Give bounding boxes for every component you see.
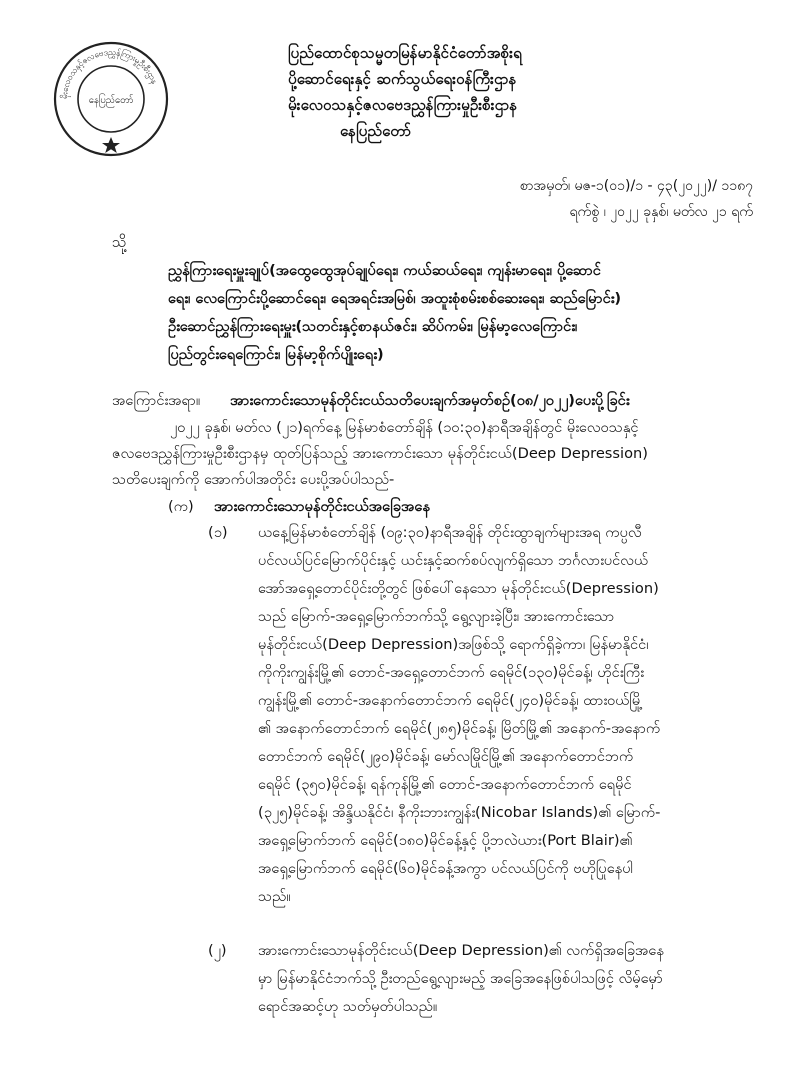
paragraph-line: တောင်ဘက် ရေမိုင်(၂၉၀)မိုင်ခန့်၊ မော်လမြိုင်မြို့၏ အနောက်တောင်ဘက် bbox=[258, 748, 634, 765]
paragraph-line: ပင်လယ်ပြင်မြောက်ပိုင်းနှင့် ယင်းနှင့်ဆက်စပ်လျက်ရှိသော ဘင်္ဂလားပင်လယ် bbox=[258, 552, 649, 569]
paragraph-line: ကိုကိုးကျွန်းမြို့၏ တောင်-အရှေ့တောင်ဘက် ရေမိုင်(၁၃၀)မိုင်ခန့်၊ ဟိုင်းကြီး bbox=[258, 664, 644, 681]
reference-date: ရက်စွဲ ၊ ၂၀၂၂ ခုနှစ်၊ မတ်လ ၂၁ ရက် bbox=[569, 204, 753, 220]
header-ministry: ပို့ဆောင်ရေးနှင့် ဆက်သွယ်ရေးဝန်ကြီးဌာန bbox=[288, 70, 517, 88]
star-icon bbox=[102, 137, 120, 153]
addressee-line: ရေး၊ လေကြောင်းပို့ဆောင်ရေး၊ ရေအရင်းအမြစ်၊ အထူးစုံစမ်းစစ်ဆေးရေး၊ ဆည်မြောင်း) bbox=[168, 290, 622, 307]
paragraph-line: အရှေ့မြောက်ဘက် ရေမိုင်(၆၀)မိုင်ခန့်အကွာ ပင်လယ်ပြင်ကို ဗဟိုပြုနေပါ bbox=[258, 860, 634, 877]
paragraph-line: ရေမိုင် (၃၅၀)မိုင်ခန့်၊ ရန်ကုန်မြို့၏ တောင်-အနောက်တောင်ဘက် ရေမိုင် bbox=[258, 776, 632, 793]
subject-text: အားကောင်းသောမုန်တိုင်းငယ်သတိပေးချက်အမှတ်စဉ်(၀၈/၂၀၂၂)ပေးပို့ခြင်း bbox=[230, 392, 630, 409]
seal-center-text: နေပြည်တော် bbox=[88, 95, 134, 106]
section-title: အားကောင်းသောမုန်တိုင်းငယ်အခြေအနေ bbox=[214, 498, 430, 515]
paragraph-line: အရှေ့မြောက်ဘက် ရေမိုင်(၁၈၀)မိုင်ခန့်နှင့် ပို့ဘလဲယား(Port Blair)၏ bbox=[258, 832, 633, 849]
section-marker: (က) bbox=[168, 498, 194, 515]
addressee-line: ညွှန်ကြားရေးမှူးချုပ်(အထွေထွေအုပ်ချုပ်ရေး၊ ကယ်ဆယ်ရေး၊ ကျန်းမာရေး၊ ပို့ဆောင် bbox=[168, 262, 601, 279]
header-government: ပြည်ထောင်စုသမ္မတမြန်မာနိုင်ငံတော်အစိုးရ bbox=[288, 44, 522, 62]
paragraph-line: အားကောင်းသောမုန်တိုင်းငယ်(Deep Depression)၏ လက်ရှိအခြေအနေ bbox=[258, 942, 664, 959]
intro-line: သတိပေးချက်ကို အောက်ပါအတိုင်း ပေးပို့အပ်ပါသည်- bbox=[112, 471, 395, 488]
seal-ring-text: မိုးလေဝသနှင့်ဇလဗေဒညွှန်ကြားမှုဦးစီးဌာန bbox=[58, 46, 161, 100]
paragraph-line: သည် မြောက်-အရှေ့မြောက်ဘက်သို့ ရွေ့လျားခဲ့ပြီး၊ အားကောင်းသော bbox=[258, 608, 615, 625]
paragraph-line: ရောင်အဆင့်ဟု သတ်မှတ်ပါသည်။ bbox=[258, 998, 438, 1015]
header-city: နေပြည်တော် bbox=[340, 122, 412, 140]
paragraph-number: (၂) bbox=[208, 942, 227, 959]
paragraph-number: (၁) bbox=[208, 524, 228, 541]
paragraph-line: သည်။ bbox=[258, 888, 291, 905]
paragraph-line: မှာ မြန်မာနိုင်ငံဘက်သို့ ဦးတည်ရွေ့လျားမည့် အခြေအနေဖြစ်ပါသဖြင့် လိမ့်မှော် bbox=[258, 970, 663, 987]
paragraph-line: မုန်တိုင်းငယ်(Deep Depression)အဖြစ်သို့ ရောက်ရှိခဲ့ကာ၊ မြန်မာနိုင်ငံ၊ bbox=[258, 636, 649, 653]
subject-label: အကြောင်းအရာ။ bbox=[112, 392, 201, 409]
paragraph-line: ကျွန်းမြို့၏ တောင်-အနောက်တောင်ဘက် ရေမိုင်(၂၄၀)မိုင်ခန့်၊ ထားဝယ်မြို့ bbox=[258, 692, 643, 709]
intro-line: ဇလဗေဒညွှန်ကြားမှုဦးစီးဌာနမှ ထုတ်ပြန်သည့် အားကောင်းသော မုန်တိုင်းငယ်(Deep Depression) bbox=[112, 445, 648, 462]
to-label: သို့ bbox=[112, 233, 127, 251]
addressee-line: ပြည်တွင်းရေကြောင်း၊ မြန်မာ့စိုက်ပျိုးရေး) bbox=[168, 346, 384, 363]
header-department: မိုးလေဝသနှင့်ဇလဗေဒညွှန်ကြားမှုဦးစီးဌာန bbox=[288, 96, 518, 114]
department-seal bbox=[52, 40, 170, 158]
intro-line: ၂၀၂၂ ခုနှစ်၊ မတ်လ (၂၁)ရက်နေ့ မြန်မာစံတော်ချိန် (၁၀:၃၀)နာရီအချိန်တွင် မိုးလေဝသနှင့် bbox=[170, 419, 639, 436]
reference-number: စာအမှတ်၊ မဇ-၁(၀၁)/၁ - ၄၃(၂၀၂၂)/ ၁၁၈၇ bbox=[519, 178, 753, 194]
addressee-line: ဦးဆောင်ညွှန်ကြားရေးမှူး(သတင်းနှင့်စာနယ်ဇင်း၊ ဆိပ်ကမ်း၊ မြန်မာ့လေကြောင်း၊ bbox=[168, 318, 578, 335]
paragraph-line: ယနေ့မြန်မာစံတော်ချိန် (၀၉:၃၀)နာရီအချိန် တိုင်းထွာချက်များအရ ကပ္ပလီ bbox=[258, 524, 642, 541]
paragraph-line: ၏ အနောက်တောင်ဘက် ရေမိုင်(၂၈၅)မိုင်ခန့်၊ မြိတ်မြို့၏ အနောက်-အနောက် bbox=[258, 720, 661, 737]
paragraph-line: (၃၂၅)မိုင်ခန့်၊ အိန္ဒိယနိုင်ငံ၊ နီကိုးဘားကျွန်း(Nicobar Islands)၏ မြောက်- bbox=[258, 804, 661, 821]
paragraph-line: အော်အရှေ့တောင်ပိုင်းတို့တွင် ဖြစ်ပေါ်နေသော မုန်တိုင်းငယ်(Depression) bbox=[258, 580, 659, 597]
